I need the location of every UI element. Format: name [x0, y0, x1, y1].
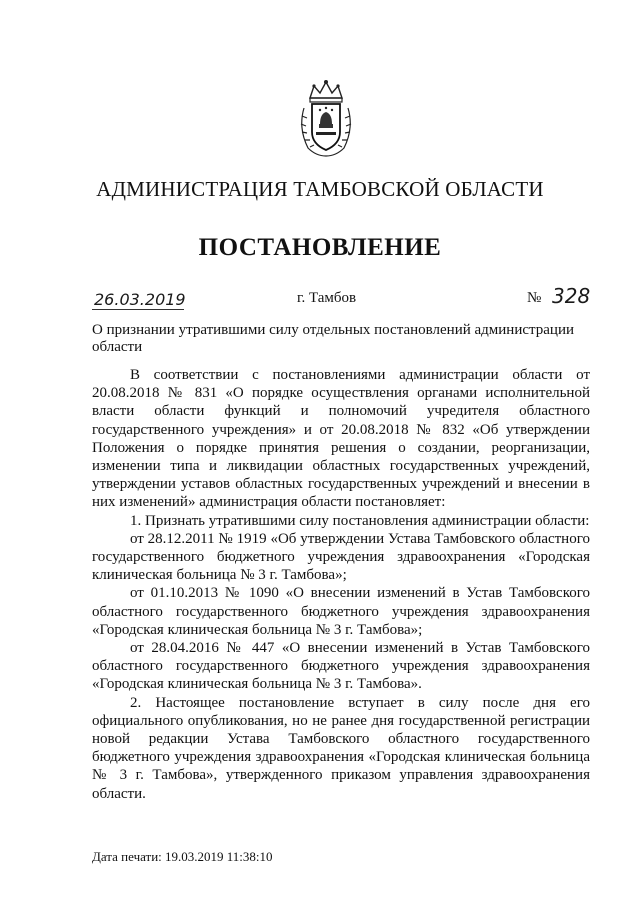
number-sign: №: [527, 290, 542, 306]
city-label: г. Тамбов: [297, 290, 357, 306]
print-date-footer: Дата печати: 19.03.2019 11:38:10: [92, 849, 273, 864]
handwritten-number: 328: [552, 284, 591, 308]
document-body: [92, 366, 590, 803]
document-subject: О признании утратившими силу отдельных постановлений администрации области: [92, 322, 574, 355]
paragraph-repealed-447: от 28.04.2016 № 447 «О внесении изменений в Устав Тамбовского областного государственного бюджетного учреждения здравоохранения «Городская клиническая больница № 3 г. Тамбова».: [92, 640, 590, 693]
paragraph-item-2: 2. Настоящее постановление вступает в силу после дня его официального опубликования, но не ранее дня государственной регистрации новой редакции Устава Тамбовского областного государственного бюджетного учреждения здравоохранения «Городская клиническая больница № 3 г. Тамбова», утвержденного приказом управления здравоохранения области.: [92, 694, 590, 802]
document-type-title: ПОСТАНОВЛЕНИЕ: [198, 234, 442, 261]
handwritten-date: 26.03.2019: [94, 290, 186, 309]
document-meta-row: [92, 286, 592, 314]
paragraph-repealed-1919: от 28.12.2011 № 1919 «Об утверждении Устава Тамбовского областного государственного бюджетного учреждения здравоохранения «Городская клиническая больница № 3 г. Тамбова»;: [92, 530, 590, 584]
paragraph-preamble: В соответствии с постановлениями администрации области от 20.08.2018 № 831 «О порядке осуществления органами исполнительной власти области функций и полномочий учредителя областного государственного учреждения» и от 20.08.2018 № 832 «Об утверждении Положения о порядке принятия решения о создании, реорганизации, изменении типа и ликвидации областных государственных учреждений, утверждении уставов областных государственных учреждений и внесении в них изменений» администрация области постановляет:: [92, 367, 590, 511]
paragraph-repealed-1090: от 01.10.2013 № 1090 «О внесении изменений в Устав Тамбовского областного государственного бюджетного учреждения здравоохранения «Городская клиническая больница № 3 г. Тамбова»;: [92, 585, 590, 638]
organization-title: АДМИНИСТРАЦИЯ ТАМБОВСКОЙ ОБЛАСТИ: [96, 177, 544, 201]
coat-of-arms-icon: [296, 78, 356, 158]
date-underline: [92, 309, 184, 310]
paragraph-item-1: 1. Признать утратившими силу постановления администрации области:: [130, 512, 590, 529]
